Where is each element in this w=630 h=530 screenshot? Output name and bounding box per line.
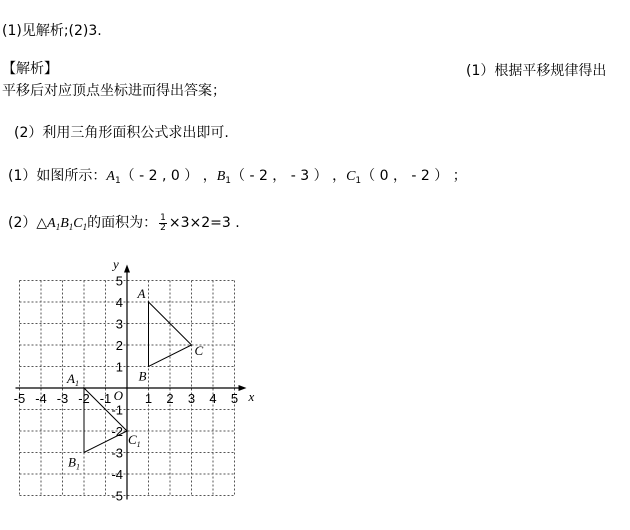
- vertex-label-c1: $C_1$: [128, 432, 141, 449]
- hint1-part-b: 平移后对应顶点坐标进而得出答案；: [2, 83, 226, 99]
- y-tick-label: 5: [115, 273, 123, 289]
- x-tick-label: 4: [209, 391, 217, 406]
- x-tick-label: -3: [56, 391, 69, 406]
- hint1-part-a: (1）根据平移规律得出: [466, 63, 607, 79]
- vertex-label-a1: $A_1$: [67, 371, 79, 388]
- tick-labels: [14, 257, 255, 504]
- y-tick-label: -2: [111, 424, 123, 439]
- vertex-labels: [66, 286, 204, 472]
- y-tick-label: 1: [115, 359, 123, 375]
- vertex-label-b: B: [138, 368, 147, 384]
- y-tick-label: 4: [115, 295, 123, 310]
- y-tick-label: 2: [115, 338, 123, 353]
- solution-part1: (1）如图所示：$A_1( - 2$ , 0 ） ，$B_1( - 2$ ， - 3 ） ，$C_1$（ 0 ， - 2 ） ；: [8, 168, 467, 186]
- y-tick-label: -3: [111, 445, 123, 461]
- axes: [13, 265, 247, 500]
- x-tick-label: 3: [187, 391, 196, 406]
- sol1-prefix: (1）如图所示：: [8, 168, 107, 184]
- y-tick-label: -4: [111, 467, 123, 482]
- x-tick-label: -5: [13, 391, 26, 406]
- answer-line: (1)见解析;(2)3.: [2, 23, 102, 39]
- analysis-heading: 【解析】: [2, 61, 58, 77]
- sol1-point-a1: $A_1( - 2$ , 0 ）: [106, 168, 199, 186]
- vertex-label-b1: $B_1$: [68, 454, 80, 472]
- vertex-label-c: C: [194, 343, 204, 358]
- sol1-point-c1: $C_1$（ 0 ， - 2 ）: [346, 168, 449, 186]
- x-tick-label: -1: [99, 391, 112, 406]
- x-tick-label: 5: [230, 391, 239, 406]
- half-fraction: $\frac{1}{2}$: [160, 212, 166, 233]
- y-axis-label: y: [113, 256, 119, 272]
- x-tick-label: 2: [166, 391, 174, 406]
- origin-label: O: [113, 388, 123, 403]
- x-tick-label: 1: [144, 391, 153, 406]
- sol2-triangle-name: $A_1B_1C_1$: [47, 216, 88, 232]
- y-axis-arrow: [124, 265, 130, 273]
- x-tick-label: -2: [78, 391, 90, 406]
- vertex-label-a: A: [137, 286, 146, 301]
- x-axis-label: x: [248, 389, 255, 404]
- y-tick-label: 3: [115, 316, 123, 332]
- sol2-prefix: (2）△: [8, 215, 48, 231]
- hint2: (2）利用三角形面积公式求出即可.: [14, 125, 229, 141]
- y-tick-label: -5: [111, 488, 123, 504]
- x-tick-label: -4: [35, 391, 47, 406]
- y-tick-label: -1: [111, 402, 123, 418]
- x-axis-arrow: [239, 385, 247, 391]
- sol1-point-b1: $B_1( - 2$ ， - 3 ）: [216, 168, 328, 186]
- solution-part2: $(2)\triangle A_1B_1C_1$的面积为： $\frac{1}{2}$ ×3×2=3 .: [8, 212, 240, 233]
